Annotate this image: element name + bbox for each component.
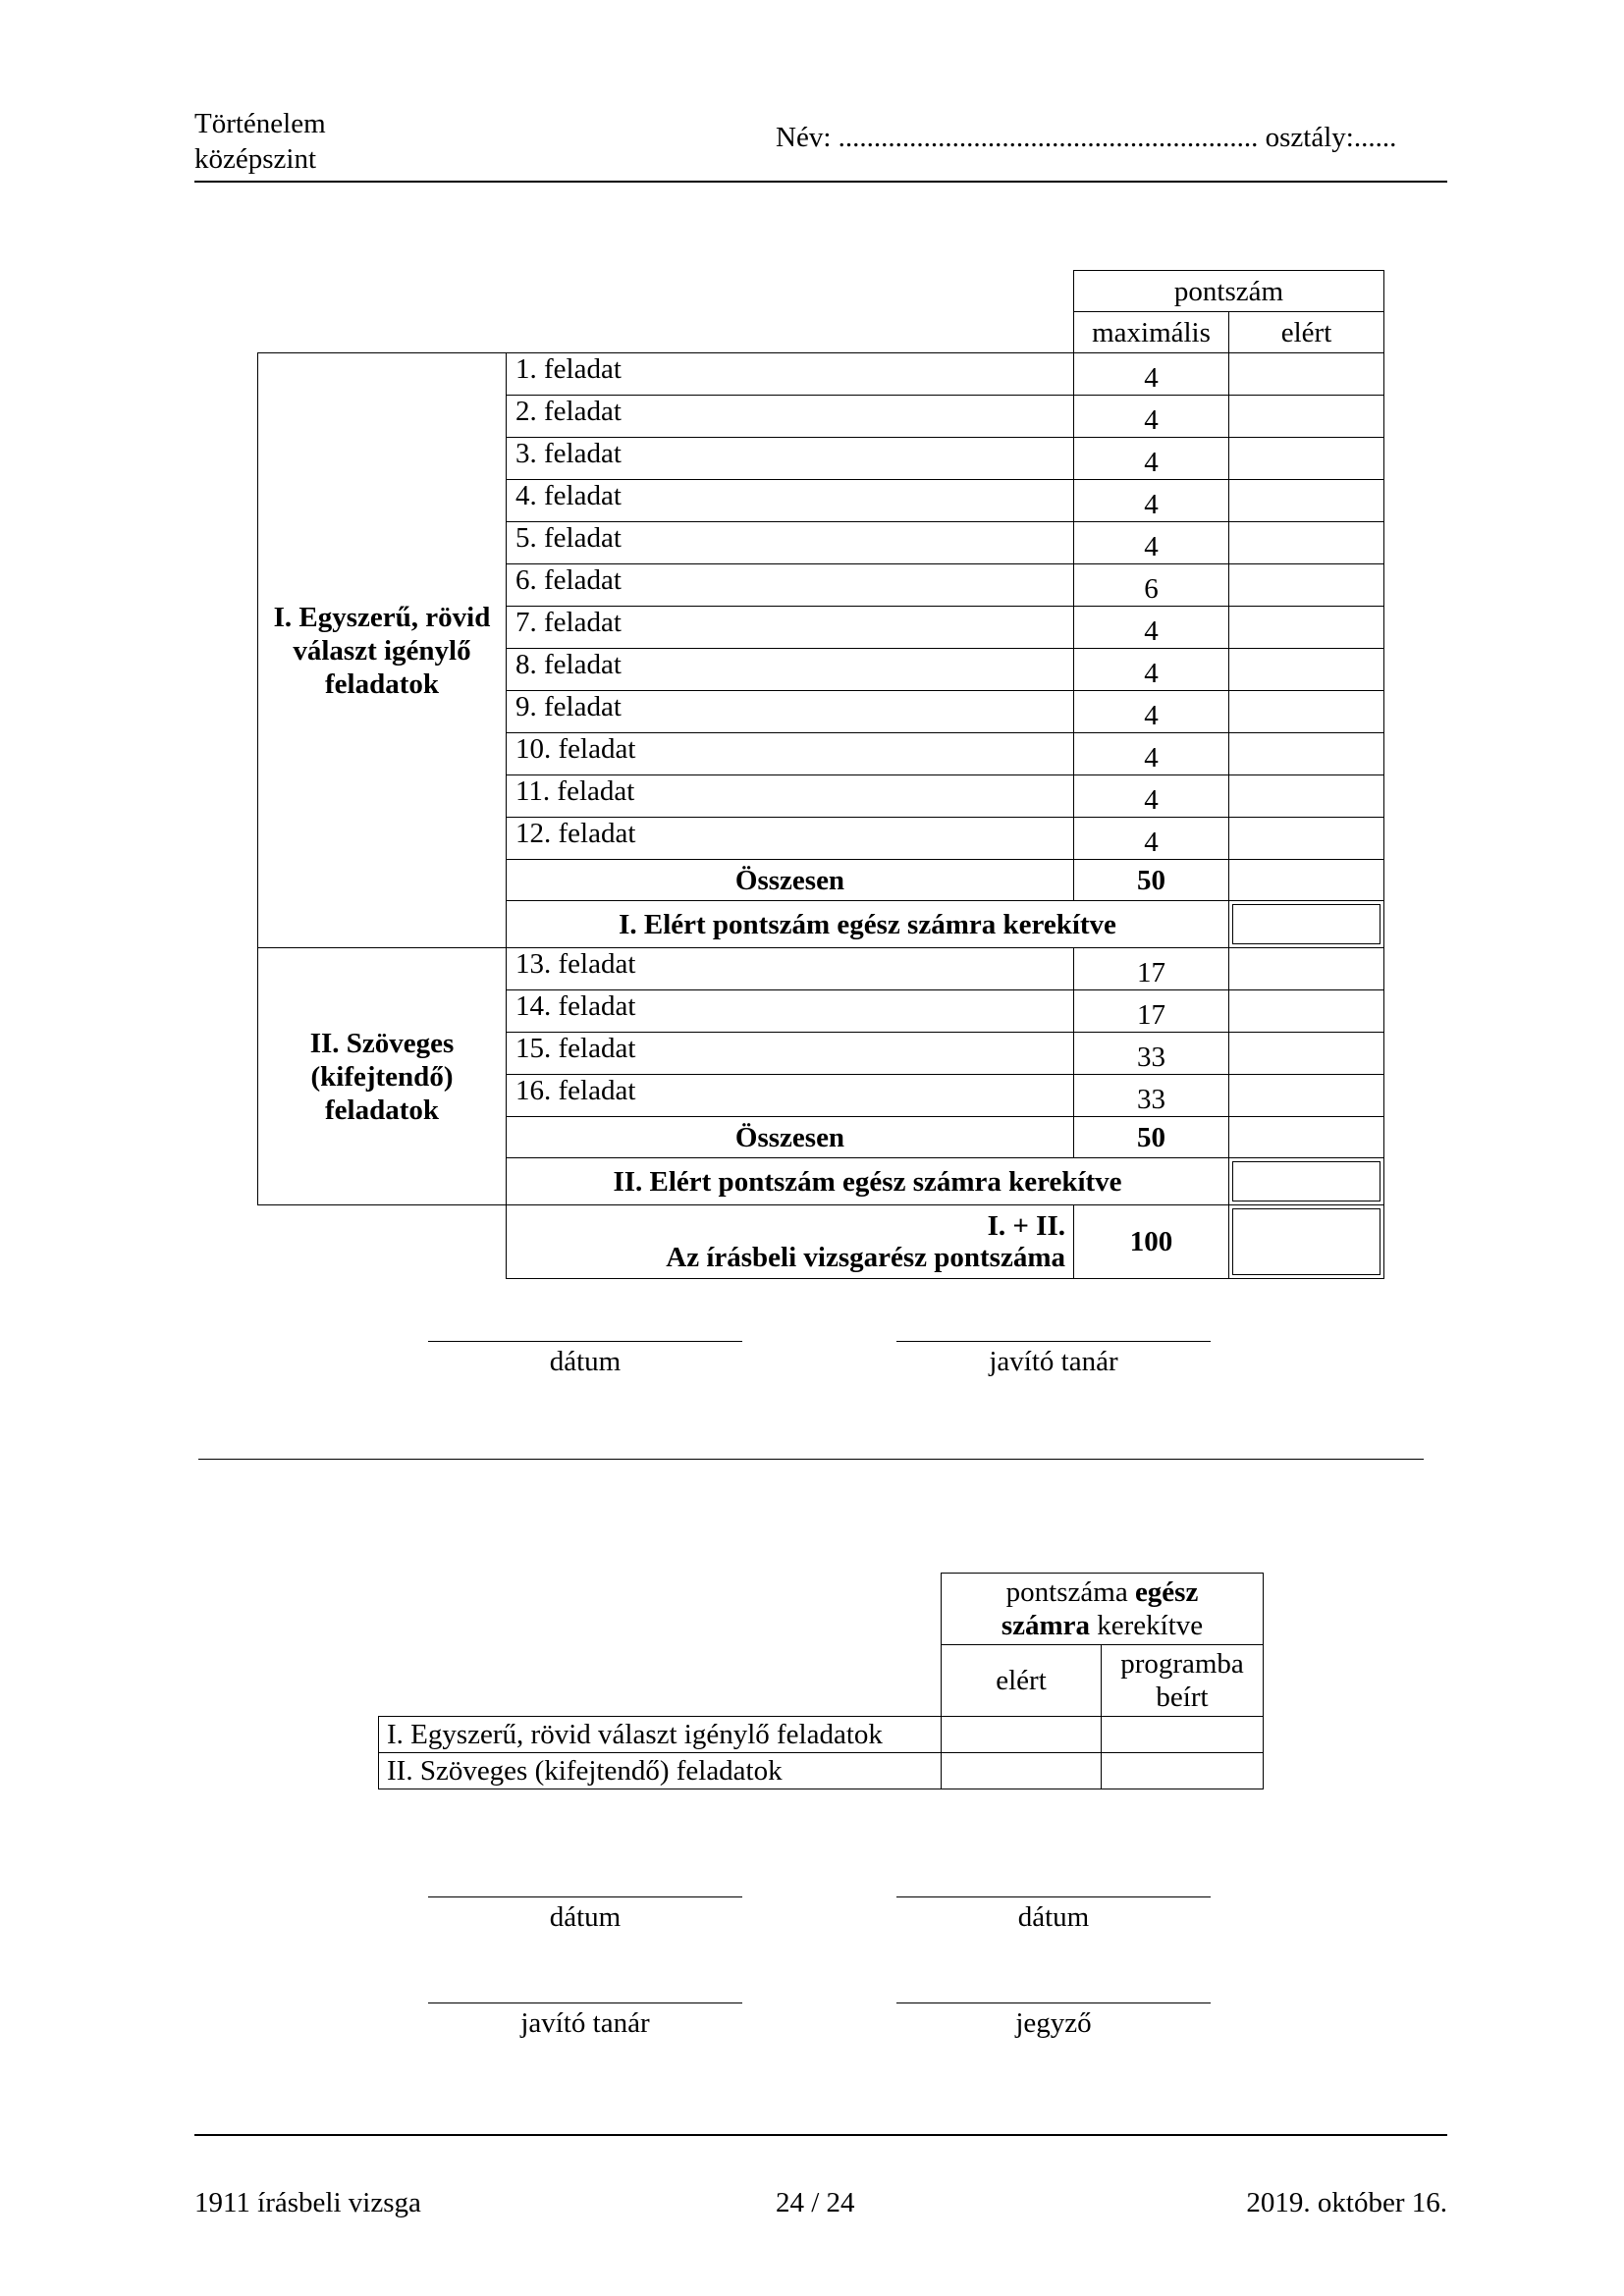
section1-rounded-box	[1229, 901, 1384, 948]
task-max: 33	[1074, 1033, 1229, 1075]
task-label: 13. feladat	[507, 948, 1074, 990]
task-label: 6. feladat	[507, 564, 1074, 607]
grand-total-max: 100	[1074, 1205, 1229, 1279]
task-max: 4	[1074, 480, 1229, 522]
task-label: 16. feladat	[507, 1075, 1074, 1117]
task-achieved-cell	[1229, 1075, 1384, 1117]
signature-label: javító tanár	[520, 2007, 650, 2039]
signature-label: dátum	[1017, 1901, 1090, 1933]
section2-rounded-label: II. Elért pontszám egész számra kerekítve	[507, 1158, 1229, 1205]
task-achieved-cell	[1229, 396, 1384, 438]
task-max: 17	[1074, 948, 1229, 990]
task-label: 3. feladat	[507, 438, 1074, 480]
header-achieved: elért	[1229, 312, 1384, 353]
task-achieved-cell	[1229, 691, 1384, 733]
table-row	[258, 948, 1384, 990]
name-class-field: Név: ........................................................... osztály:......	[776, 122, 1397, 153]
task-achieved-cell	[1229, 990, 1384, 1033]
summary-cell	[942, 1717, 1102, 1753]
task-label: 7. feladat	[507, 607, 1074, 649]
summary-row-label: I. Egyszerű, rövid választ igénylő feladatok	[379, 1717, 942, 1753]
task-achieved-cell	[1229, 1033, 1384, 1075]
task-achieved-cell	[1229, 480, 1384, 522]
task-max: 4	[1074, 522, 1229, 564]
task-achieved-cell	[1229, 733, 1384, 775]
task-label: 15. feladat	[507, 1033, 1074, 1075]
table-row	[379, 1753, 1264, 1789]
footer-date: 2019. október 16.	[1246, 2187, 1447, 2218]
task-achieved-cell	[1229, 438, 1384, 480]
footer-rule	[194, 2134, 1447, 2136]
summary-header	[942, 1574, 1264, 1645]
section2-total-max: 50	[1074, 1117, 1229, 1158]
signature-label: dátum	[549, 1346, 622, 1377]
task-max: 4	[1074, 691, 1229, 733]
signature-date-2	[896, 1896, 1211, 1934]
summary-row-label: II. Szöveges (kifejtendő) feladatok	[379, 1753, 942, 1789]
signature-teacher-2	[428, 2002, 742, 2040]
header-rule	[194, 181, 1447, 183]
task-label: 9. feladat	[507, 691, 1074, 733]
summary-col-achieved: elért	[942, 1645, 1102, 1717]
grand-total-row	[258, 1205, 1384, 1279]
signature-label: dátum	[549, 1901, 622, 1933]
grand-total-label-line1: I. + II.	[987, 1210, 1065, 1242]
page-header-subject	[194, 106, 326, 177]
task-max: 6	[1074, 564, 1229, 607]
task-achieved-cell	[1229, 818, 1384, 860]
subject-label: Történelem	[194, 108, 326, 139]
section2-total-achieved-cell	[1229, 1117, 1384, 1158]
signature-date-1	[428, 1896, 742, 1934]
task-max: 4	[1074, 607, 1229, 649]
summary-cell	[1102, 1717, 1264, 1753]
summary-cell	[1102, 1753, 1264, 1789]
section1-total-achieved-cell	[1229, 860, 1384, 901]
task-max: 4	[1074, 775, 1229, 818]
signature-teacher	[896, 1341, 1211, 1378]
task-label: 5. feladat	[507, 522, 1074, 564]
header-max: maximális	[1074, 312, 1229, 353]
section1-total-label: Összesen	[507, 860, 1074, 901]
signature-label: javító tanár	[989, 1346, 1118, 1377]
summary-header-post: kerekítve	[1090, 1610, 1204, 1641]
header-pontszam: pontszám	[1074, 271, 1384, 312]
task-label: 8. feladat	[507, 649, 1074, 691]
grand-total-label	[507, 1205, 1074, 1279]
summary-table	[378, 1573, 1264, 1789]
task-label: 1. feladat	[507, 353, 1074, 396]
summary-header-bold1: egész	[1134, 1576, 1199, 1608]
task-achieved-cell	[1229, 564, 1384, 607]
task-achieved-cell	[1229, 775, 1384, 818]
signature-label: jegyző	[1015, 2007, 1092, 2039]
task-achieved-cell	[1229, 353, 1384, 396]
grand-total-box	[1229, 1205, 1384, 1279]
task-max: 4	[1074, 353, 1229, 396]
signature-date	[428, 1341, 742, 1378]
section2-total-label: Összesen	[507, 1117, 1074, 1158]
section1-rounded-label: I. Elért pontszám egész számra kerekítve	[507, 901, 1229, 948]
task-max: 4	[1074, 396, 1229, 438]
summary-cell	[942, 1753, 1102, 1789]
task-achieved-cell	[1229, 522, 1384, 564]
task-label: 14. feladat	[507, 990, 1074, 1033]
section2-rounded-box	[1229, 1158, 1384, 1205]
task-label: 12. feladat	[507, 818, 1074, 860]
task-max: 4	[1074, 649, 1229, 691]
footer-exam: 1911 írásbeli vizsga	[194, 2187, 421, 2218]
section1-total-max: 50	[1074, 860, 1229, 901]
grand-total-label-line2: Az írásbeli vizsgarész pontszáma	[666, 1242, 1065, 1273]
level-label: középszint	[194, 143, 317, 175]
summary-col-program: programba beírt	[1102, 1645, 1264, 1717]
task-max: 17	[1074, 990, 1229, 1033]
signature-notary	[896, 2002, 1211, 2040]
table-row	[258, 353, 1384, 396]
section-divider	[198, 1459, 1424, 1460]
task-achieved-cell	[1229, 948, 1384, 990]
score-table	[257, 270, 1384, 1279]
task-max: 4	[1074, 733, 1229, 775]
task-label: 2. feladat	[507, 396, 1074, 438]
section1-title: I. Egyszerű, rövid választ igénylő feladatok	[258, 353, 507, 948]
task-achieved-cell	[1229, 607, 1384, 649]
task-achieved-cell	[1229, 649, 1384, 691]
task-label: 11. feladat	[507, 775, 1074, 818]
table-row	[379, 1717, 1264, 1753]
task-label: 10. feladat	[507, 733, 1074, 775]
task-max: 4	[1074, 818, 1229, 860]
summary-header-bold2: számra	[1001, 1610, 1091, 1641]
footer-page-number: 24 / 24	[776, 2187, 855, 2218]
section2-title: II. Szöveges (kifejtendő) feladatok	[258, 948, 507, 1205]
task-max: 33	[1074, 1075, 1229, 1117]
summary-header-pre: pontszáma	[1005, 1576, 1135, 1608]
task-max: 4	[1074, 438, 1229, 480]
task-label: 4. feladat	[507, 480, 1074, 522]
